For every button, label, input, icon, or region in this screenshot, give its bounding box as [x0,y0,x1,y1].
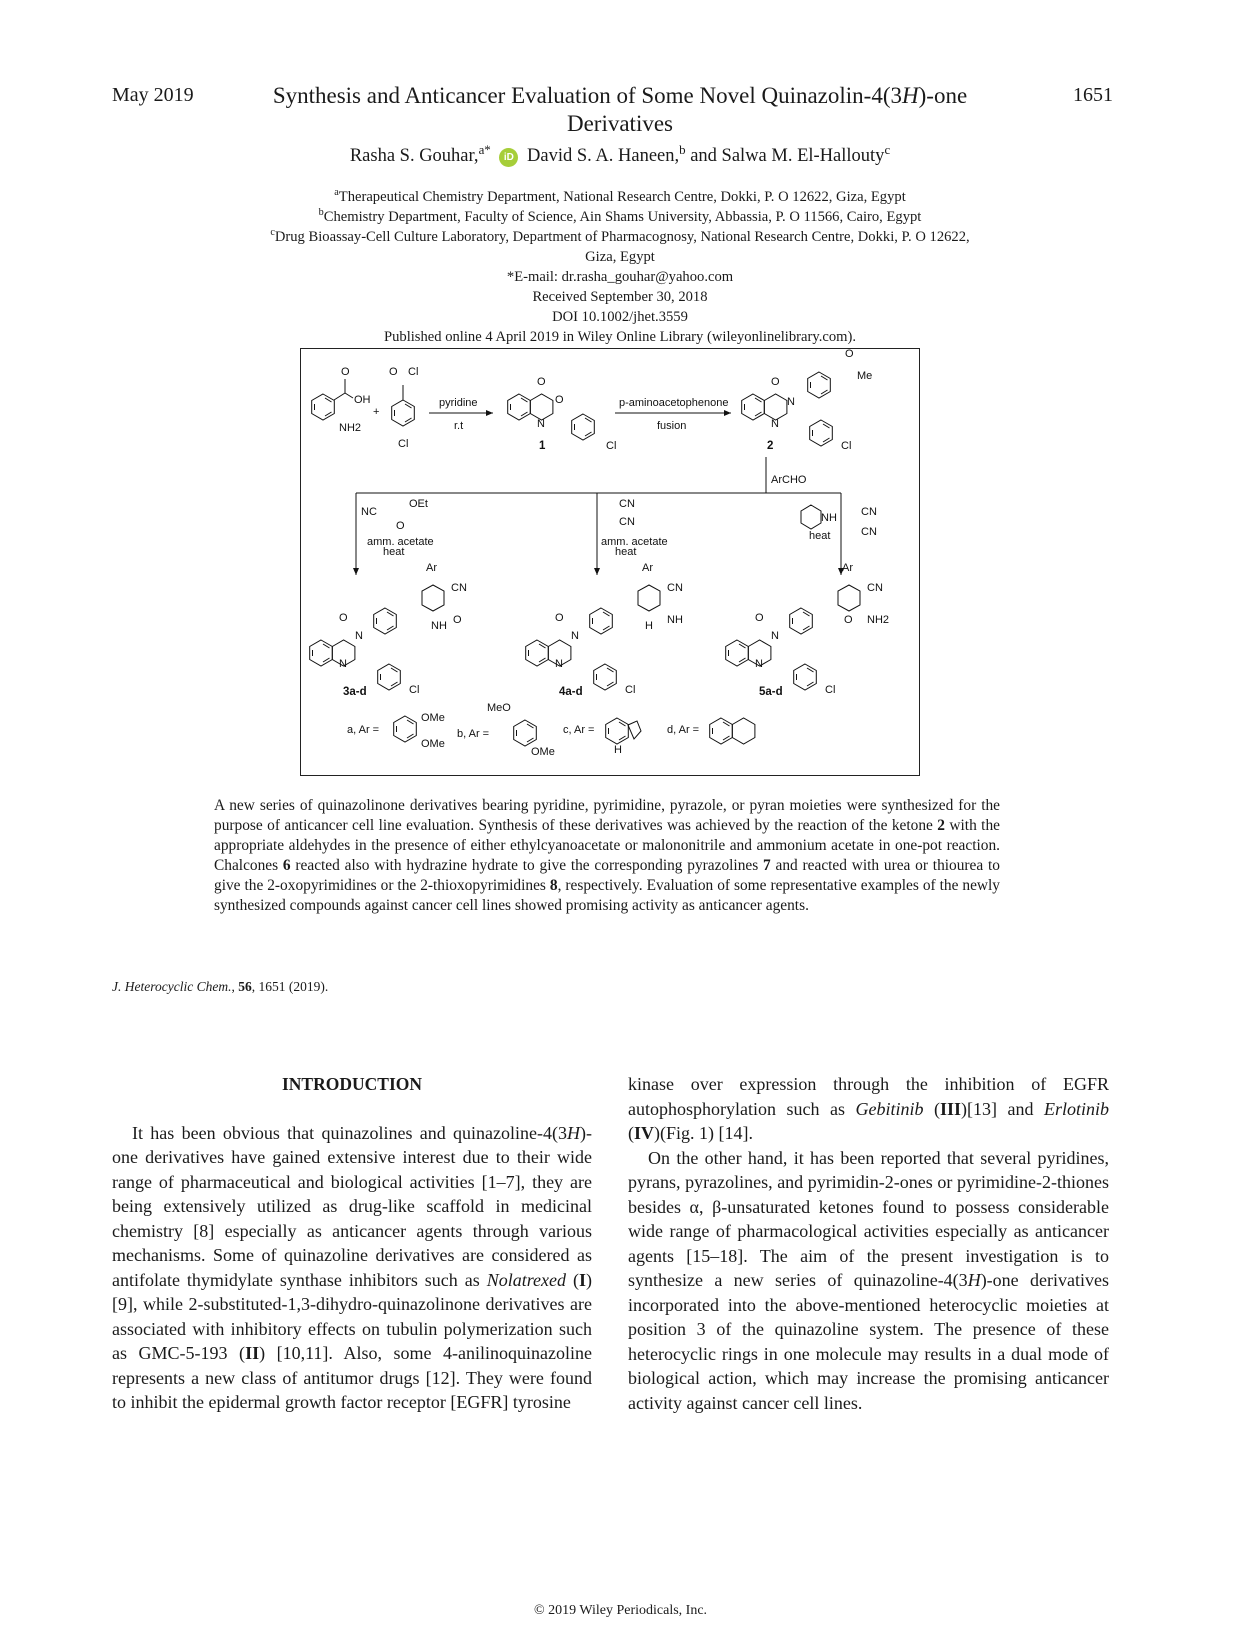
header-date: May 2019 [112,84,194,106]
svg-text:N: N [571,630,579,642]
doi: DOI 10.1002/jhet.3559 [552,309,688,325]
svg-text:r.t: r.t [454,420,464,432]
benzoxazinone-structure [508,376,617,452]
svg-text:O: O [537,376,546,388]
svg-text:d, Ar =: d, Ar = [667,724,700,736]
svg-text:OMe: OMe [421,738,445,750]
intro-paragraph-1: It has been obvious that quinazolines and quinazoline-4(3H)-one derivatives have gained extensive interest due to their wide range of pharmaceutical and biological activities [1–7], they are being extensively utilized as drug-like scaffold in medicinal chemistry [8] especially as anticancer agents through various mechanisms. Some of quinazoline derivatives are considered as antifolate thymidylate synthase inhibitors such as Nolatrexed (I) [9], while 2-substituted-1,3-dihydro-quinazolinone derivatives are associated with inhibitory effects on tubulin polymerization such as GMC-5-193 (II) [10,11]. Also, some 4-anilinoquinazoline represents a new class of antitumor drugs [12]. They were found to inhibit the epidermal growth factor receptor [EGFR] tyrosine [112,1122,592,1412]
affiliations: $^a$Therapeutical Chemistry Department, National Research Centre, Dokki, P. O 12622, Giza, Egypt $^b$Chemistry Department, Faculty of Science, Ain Shams University, Abbassia, P. O 11566, Cairo, Egypt $^c$Drug Bioassay-Cell Culture Laboratory, Department of Pharmacognosy, National Research Centre, Dokki, P. O 12622, Giza, Egypt *E-mail: dr.rasha_gouhar@yahoo.com Received September 30, 2018 DOI 10.1002/jhet.3559 Published online 4 April 2019 in Wiley Online Library (wileyonlinelibrary.com). [160,187,1080,347]
svg-text:Cl: Cl [606,440,617,452]
svg-text:CN: CN [867,582,883,594]
svg-text:N: N [771,630,779,642]
svg-text:a, Ar =: a, Ar = [347,724,380,736]
svg-text:pyridine: pyridine [439,397,478,409]
svg-text:O: O [555,394,564,406]
svg-text:CN: CN [861,506,877,518]
anthranilic-acid-structure [312,366,371,434]
svg-text:O: O [555,612,564,624]
svg-text:Cl: Cl [825,684,836,696]
svg-text:NC: NC [361,506,377,518]
svg-text:OEt: OEt [409,498,428,510]
svg-text:Ar: Ar [642,562,653,574]
svg-text:NH: NH [821,512,837,524]
ketone-2-structure [742,349,873,452]
corresponding-email: *E-mail: dr.rasha_gouhar@yahoo.com [506,269,734,285]
svg-text:5a-d: 5a-d [759,686,783,698]
intro-left-column [112,1072,592,1415]
svg-text:heat: heat [809,530,831,542]
svg-text:NH: NH [667,614,683,626]
svg-text:CN: CN [861,526,877,538]
chlorobenzoyl-chloride-structure [389,366,418,450]
reaction-scheme [300,348,920,776]
svg-text:2: 2 [767,440,774,452]
intro-paragraph-1-continued: kinase over expression through the inhibition of EGFR autophosphorylation such as Gebitinib (III)[13] and Erlotinib (IV)(Fig. 1) [14]. [628,1074,1110,1143]
svg-text:O: O [339,612,348,624]
svg-text:ArCHO: ArCHO [771,474,807,486]
orcid-icon[interactable]: iD [499,148,518,167]
svg-text:H: H [614,744,622,756]
svg-text:b, Ar =: b, Ar = [457,728,490,740]
svg-text:Ar: Ar [842,562,853,574]
svg-text:NH2: NH2 [339,422,362,434]
svg-text:H: H [645,620,653,632]
copyright-footer: © 2019 Wiley Periodicals, Inc. [533,1603,708,1618]
svg-text:amm. acetate: amm. acetate [601,536,668,548]
svg-text:+: + [373,406,380,418]
svg-text:Cl: Cl [625,684,636,696]
svg-text:O: O [341,366,350,378]
svg-text:MeO: MeO [487,702,511,714]
aminopyran-5-structure [726,562,889,696]
svg-text:O: O [453,614,462,626]
svg-text:N: N [339,658,347,670]
intro-paragraph-2: On the other hand, it has been reported that several pyridines, pyrans, pyrazolines, and pyrimidin-2-ones or pyrimidine-2-thiones besides α, β-unsaturated ketones found to possess considerable wide range of pharmacological activities especially as anticancer agents [15–18]. The aim of the present investigation is to synthesize a new series of quinazoline-4(3H)-one derivatives incorporated into the above-mentioned heterocyclic moieties at position 3 of the quinazoline system. The presence of these heterocyclic rings in one molecule may results in a dual mode of biological action, which may increase the promising anticancer activity against cancer cell lines. [628,1147,1109,1413]
svg-text:N: N [555,658,563,670]
intro-right-column [628,1072,1109,1415]
section-heading: INTRODUCTION [281,1074,423,1094]
svg-text:O: O [389,366,398,378]
svg-text:N: N [787,396,795,408]
svg-text:3a-d: 3a-d [343,686,367,698]
svg-text:O: O [844,614,853,626]
svg-text:Cl: Cl [409,684,420,696]
author-list: Rasha S. Gouhar,$^{a*}$ iD David S. A. Haneen,$^b$ and Salwa M. El-Hallouty$^c$ [349,141,891,166]
svg-text:O: O [396,520,405,532]
svg-text:NH2: NH2 [867,614,890,626]
svg-text:heat: heat [383,546,405,558]
svg-text:c, Ar =: c, Ar = [563,724,595,736]
svg-text:1: 1 [539,440,546,452]
svg-text:CN: CN [619,498,635,510]
svg-text:N: N [771,418,779,430]
svg-text:Cl: Cl [841,440,852,452]
svg-text:heat: heat [615,546,637,558]
pyridone-3-structure [310,562,467,696]
svg-text:amm. acetate: amm. acetate [367,536,434,548]
svg-text:Ar: Ar [426,562,437,574]
svg-text:OMe: OMe [531,746,555,758]
iminopyridine-4-structure [526,562,683,696]
svg-text:fusion: fusion [657,420,687,432]
svg-text:CN: CN [667,582,683,594]
svg-text:O: O [771,376,780,388]
svg-text:Me: Me [857,370,873,382]
svg-text:Cl: Cl [398,438,409,450]
svg-text:O: O [845,349,854,360]
svg-text:OH: OH [354,394,371,406]
paper-title: Synthesis and Anticancer Evaluation of Some Novel Quinazolin-4(3H)-one Derivatives [272,83,968,136]
abstract: A new series of quinazolinone derivatives bearing pyridine, pyrimidine, pyrazole, or pyran moieties were synthesized for the purpose of anticancer cell line evaluation. Synthesis of these derivatives was achieved by the reaction of the ketone 2 with the appropriate aldehydes in the presence of either ethylcyanoacetate or malononitrile and ammonium acetate in one-pot reaction. Chalcones 6 reacted also with hydrazine hydrate to give the corresponding pyrazolines 7 and reacted with urea or thiourea to give the 2-oxopyrimidines or the 2-thioxopyrimidines 8, respectively. Evaluation of some representative examples of the newly synthesized compounds against cancer cell lines showed promising activity as anticancer agents. [214,797,1001,914]
svg-text:OMe: OMe [421,712,445,724]
page-number: 1651 [1073,84,1113,106]
svg-text:Cl: Cl [408,366,419,378]
svg-text:p-aminoacetophenone: p-aminoacetophenone [619,397,729,409]
aryl-substituents [347,702,755,758]
svg-text:CN: CN [619,516,635,528]
svg-text:N: N [755,658,763,670]
svg-text:4a-d: 4a-d [559,686,583,698]
svg-text:NH: NH [431,620,447,632]
svg-text:N: N [355,630,363,642]
svg-text:N: N [537,418,545,430]
svg-text:CN: CN [451,582,467,594]
svg-text:O: O [755,612,764,624]
journal-citation: J. Heterocyclic Chem., 56, 1651 (2019). [112,979,329,994]
